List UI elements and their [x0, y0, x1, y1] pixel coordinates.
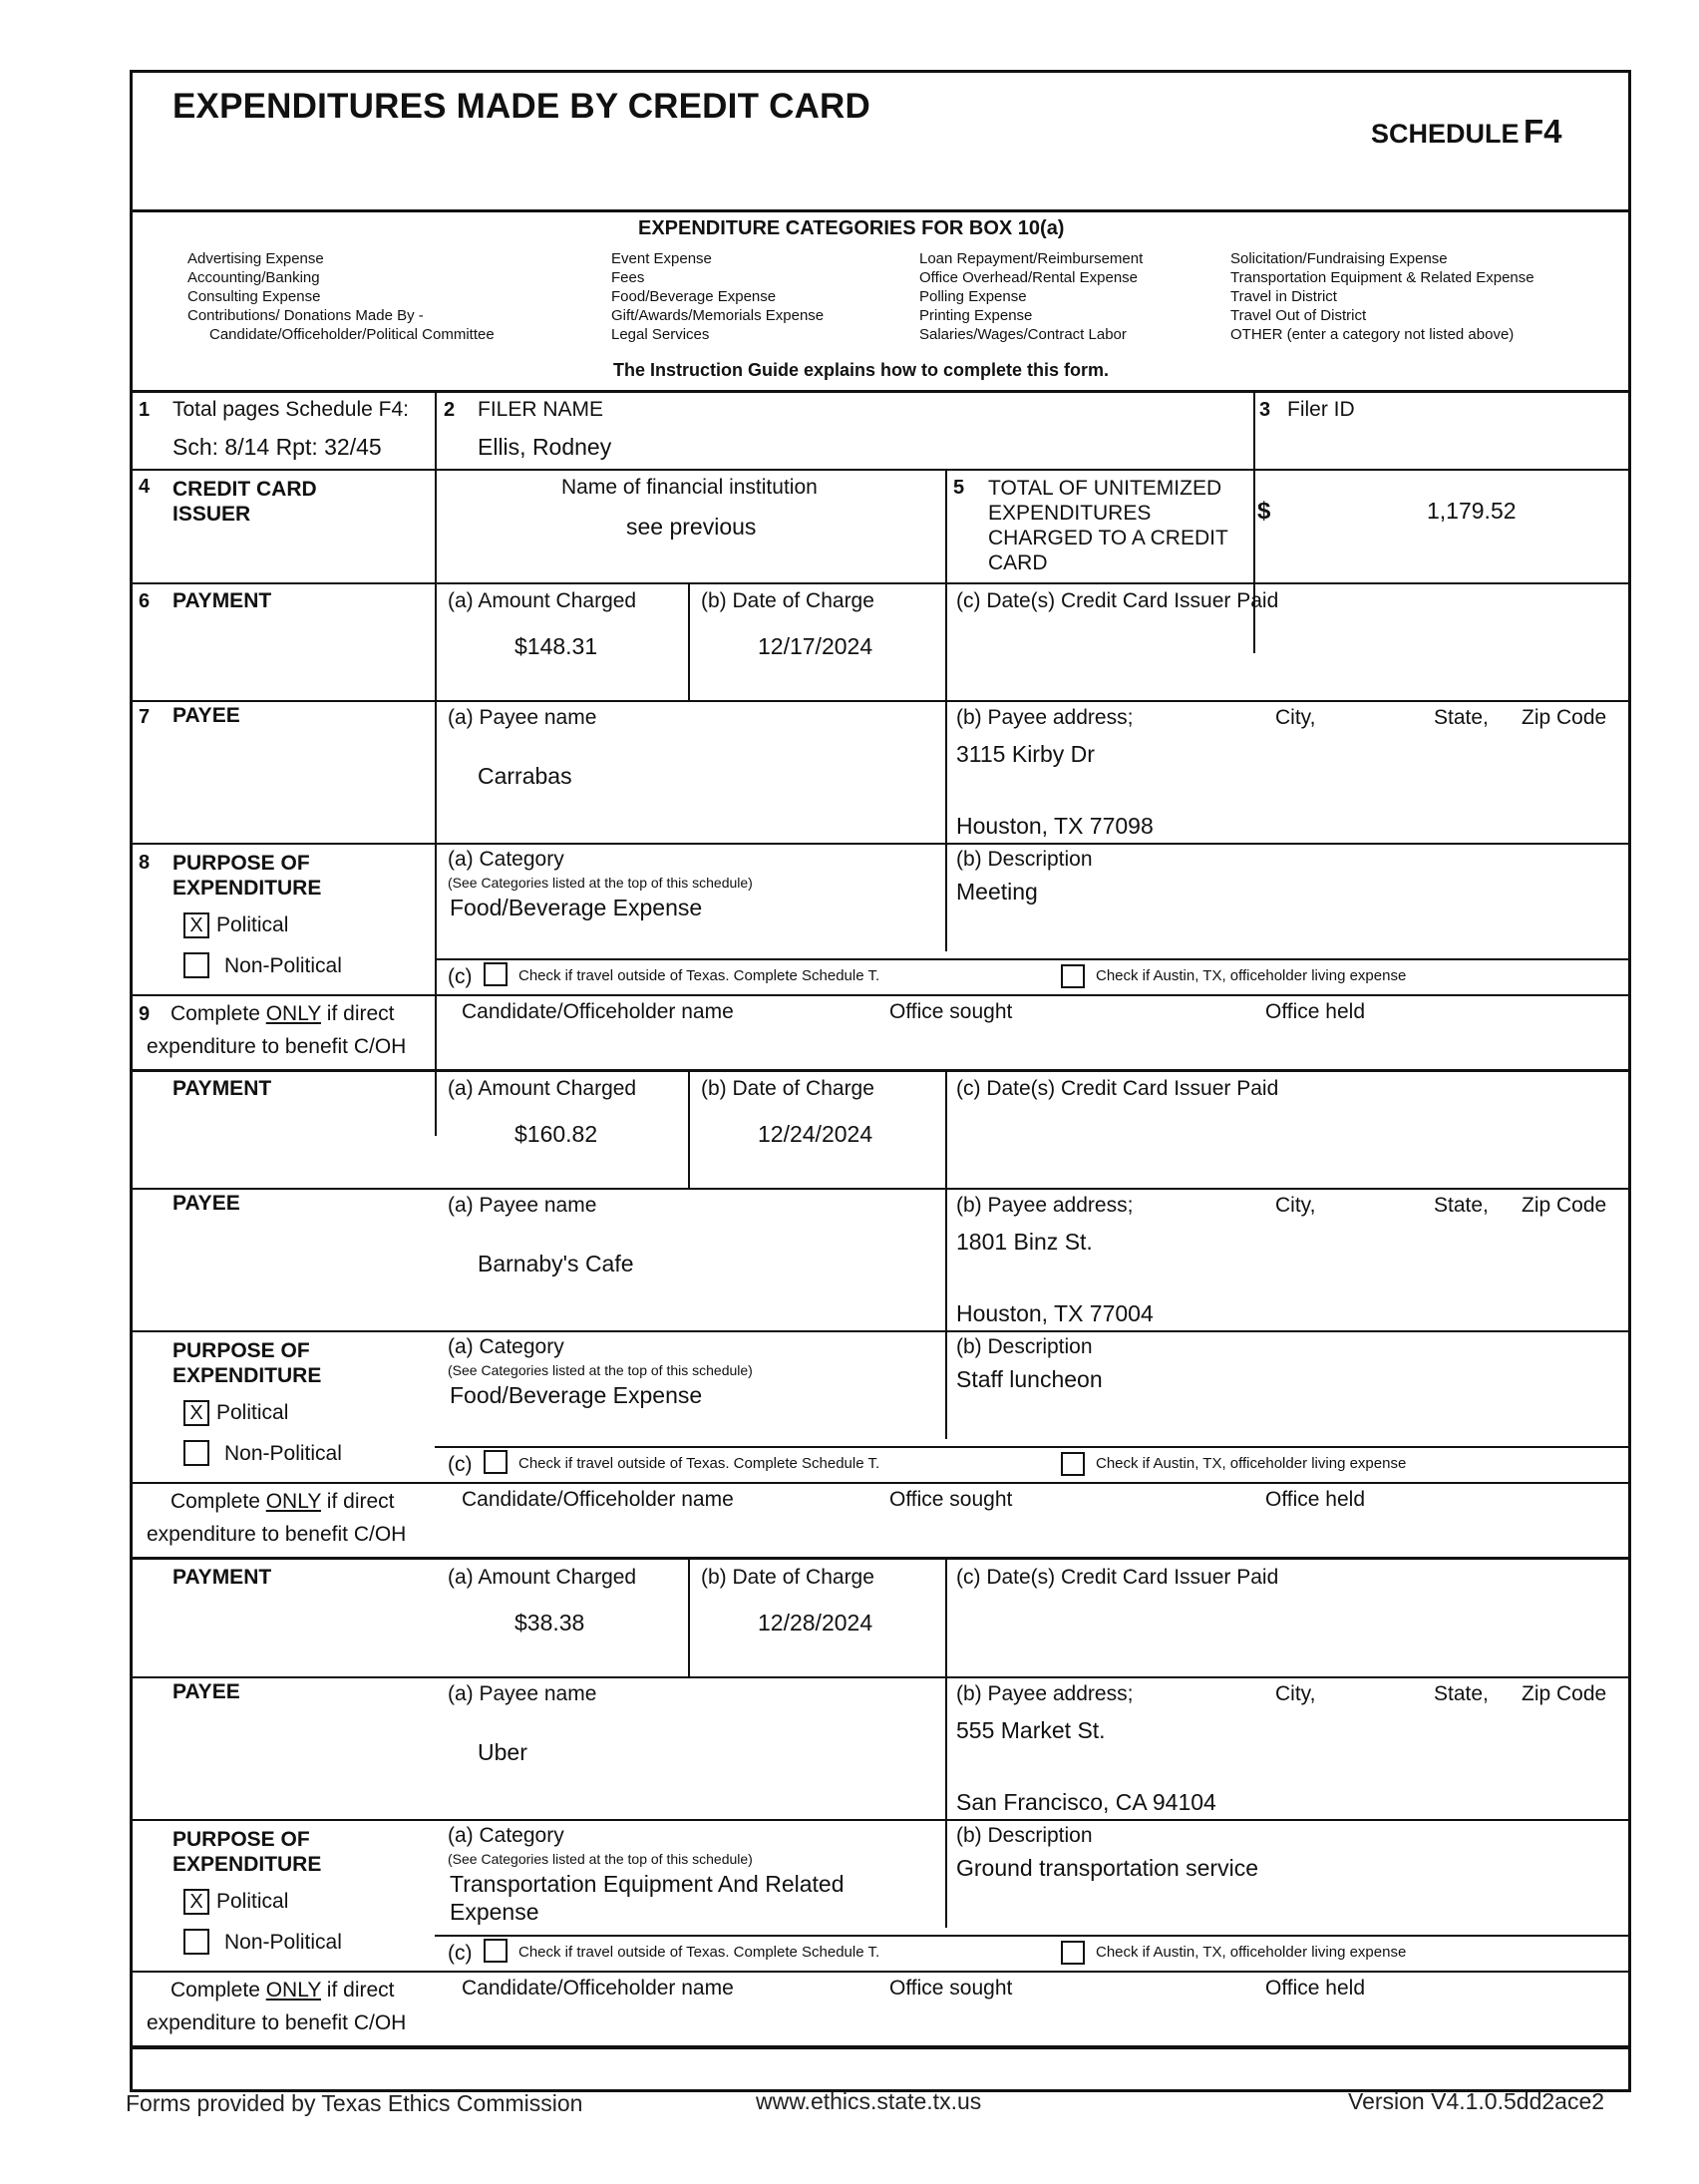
complete-text: Complete	[170, 1490, 266, 1513]
complete-only-note	[170, 1002, 395, 1026]
coh-name-label: Candidate/Officeholder name	[462, 1977, 734, 2000]
austin-check-label: Check if Austin, TX, officeholder living expense	[1096, 967, 1407, 984]
complete-only-note	[170, 1490, 395, 1514]
footer-version: Version V4.1.0.5dd2ace2	[1348, 2088, 1605, 2114]
divider	[133, 1188, 1628, 1190]
purpose-label-line2: EXPENDITURE	[172, 1364, 322, 1387]
payee-name-value[interactable]: Carrabas	[478, 763, 572, 789]
box5-label	[988, 476, 1228, 575]
political-checkbox[interactable]: X	[183, 1889, 209, 1915]
payee-address-label: (b) Payee address;	[956, 706, 1134, 729]
complete-only-note-line2: expenditure to benefit C/OH	[147, 2011, 407, 2034]
category-item: Polling Expense	[919, 288, 1027, 305]
complete-text-end: if direct	[320, 1002, 395, 1025]
date-of-charge-value[interactable]: 12/17/2024	[758, 633, 873, 659]
column-divider	[945, 1070, 947, 1439]
issuer-paid-label: (c) Date(s) Credit Card Issuer Paid	[956, 1566, 1279, 1589]
amount-charged-value[interactable]: $38.38	[514, 1610, 585, 1636]
description-label: (b) Description	[956, 1335, 1093, 1358]
complete-number: 9	[139, 1003, 151, 1025]
schedule-id: F4	[1523, 113, 1562, 150]
box1-label: Total pages Schedule F4:	[172, 398, 409, 421]
amount-charged-value[interactable]: $160.82	[514, 1121, 598, 1147]
footer-credit: Forms provided by Texas Ethics Commission	[126, 2090, 583, 2116]
box2-label: FILER NAME	[478, 398, 604, 421]
purpose-label-line2: EXPENDITURE	[172, 877, 322, 900]
payee-state-label: State,	[1434, 1194, 1489, 1217]
footer-url[interactable]: www.ethics.state.tx.us	[756, 2088, 982, 2114]
institution-label: Name of financial institution	[561, 476, 818, 499]
complete-only-note-line2: expenditure to benefit C/OH	[147, 1523, 407, 1546]
payee-label: PAYEE	[172, 1680, 240, 1703]
purpose-label-line2: EXPENDITURE	[172, 1853, 322, 1876]
payee-name-value[interactable]: Uber	[478, 1739, 527, 1765]
divider	[133, 994, 1628, 996]
complete-text-end: if direct	[320, 1490, 395, 1513]
category-note: (See Categories listed at the top of this schedule)	[448, 1851, 753, 1867]
payee-name-label: (a) Payee name	[448, 1194, 597, 1217]
categories-col-1	[187, 249, 495, 344]
non-political-label: Non-Political	[224, 1442, 342, 1465]
austin-checkbox[interactable]	[1061, 964, 1085, 988]
categories-col-2	[611, 249, 824, 344]
complete-text-end: if direct	[320, 1979, 395, 2002]
complete-only-note-line2: expenditure to benefit C/OH	[147, 1035, 407, 1058]
payee-city-label: City,	[1275, 1194, 1316, 1217]
austin-check-label: Check if Austin, TX, officeholder living expense	[1096, 1455, 1407, 1472]
box5-label-line: CARD	[988, 551, 1048, 574]
divider	[133, 2047, 1628, 2049]
payee-number: 7	[139, 706, 151, 728]
travel-check-label: Check if travel outside of Texas. Complete Schedule T.	[518, 967, 880, 984]
payee-label: PAYEE	[172, 1192, 240, 1215]
box2-number: 2	[444, 399, 456, 421]
coh-name-label: Candidate/Officeholder name	[462, 1000, 734, 1023]
payee-address-label: (b) Payee address;	[956, 1194, 1134, 1217]
box5-label-line: EXPENDITURES	[988, 502, 1152, 525]
date-of-charge-label: (b) Date of Charge	[701, 1077, 874, 1100]
column-divider	[688, 582, 690, 700]
office-sought-label: Office sought	[889, 1000, 1013, 1023]
office-sought-label: Office sought	[889, 1488, 1013, 1511]
box4-number: 4	[139, 476, 151, 498]
description-value[interactable]: Ground transportation service	[956, 1855, 1258, 1881]
non-political-label: Non-Political	[224, 1931, 342, 1954]
category-item: Gift/Awards/Memorials Expense	[611, 307, 825, 324]
instruction-note: The Instruction Guide explains how to complete this form.	[613, 360, 1110, 380]
payee-city-label: City,	[1275, 706, 1316, 729]
divider	[133, 700, 1628, 702]
travel-check-label: Check if travel outside of Texas. Complete Schedule T.	[518, 1455, 880, 1472]
divider	[435, 958, 1628, 960]
box5-label-line: CHARGED TO A CREDIT	[988, 527, 1228, 549]
schedule-f4-form	[130, 70, 1631, 2092]
column-divider	[688, 1559, 690, 1676]
category-item: OTHER (enter a category not listed above)	[1230, 326, 1515, 343]
travel-checkbox[interactable]	[484, 1939, 508, 1963]
payee-city-value[interactable]: Houston, TX 77004	[956, 1300, 1154, 1326]
divider	[435, 1446, 1628, 1448]
date-of-charge-label: (b) Date of Charge	[701, 1566, 874, 1589]
divider	[133, 209, 1628, 212]
payee-street-value[interactable]: 555 Market St.	[956, 1717, 1106, 1743]
category-label: (a) Category	[448, 848, 564, 871]
payment-label: PAYMENT	[172, 1566, 272, 1589]
category-note: (See Categories listed at the top of this schedule)	[448, 875, 753, 891]
travel-check-label: Check if travel outside of Texas. Complete Schedule T.	[518, 1944, 880, 1961]
payee-street-value[interactable]: 3115 Kirby Dr	[956, 741, 1095, 767]
non-political-checkbox[interactable]	[183, 1440, 209, 1466]
political-checkbox[interactable]: X	[183, 1400, 209, 1426]
category-item: Loan Repayment/Reimbursement	[919, 250, 1144, 267]
divider	[133, 1330, 1628, 1332]
political-label: Political	[216, 1890, 289, 1913]
box3-label: Filer ID	[1287, 398, 1355, 421]
office-held-label: Office held	[1265, 1488, 1366, 1511]
expenditure-entry	[133, 1559, 1628, 2047]
austin-checkbox[interactable]	[1061, 1452, 1085, 1476]
schedule-label	[1371, 113, 1561, 151]
date-of-charge-value[interactable]: 12/24/2024	[758, 1121, 873, 1147]
filer-name-value[interactable]: Ellis, Rodney	[478, 434, 612, 460]
payee-zip-label: Zip Code	[1522, 706, 1607, 729]
expenditure-entry	[133, 582, 1628, 1071]
payee-name-label: (a) Payee name	[448, 1682, 597, 1705]
divider	[133, 390, 1628, 393]
category-item: Travel Out of District	[1230, 307, 1367, 324]
category-item: Transportation Equipment & Related Expense	[1230, 269, 1534, 286]
category-item: Candidate/Officeholder/Political Committee	[209, 326, 495, 343]
category-item: Office Overhead/Rental Expense	[919, 269, 1139, 286]
non-political-checkbox[interactable]	[183, 1929, 209, 1955]
payee-name-value[interactable]: Barnaby's Cafe	[478, 1251, 634, 1276]
austin-check-label: Check if Austin, TX, officeholder living expense	[1096, 1944, 1407, 1961]
amount-charged-label: (a) Amount Charged	[448, 1077, 637, 1100]
complete-text: Complete	[170, 1002, 266, 1025]
category-item: Solicitation/Fundraising Expense	[1230, 250, 1448, 267]
box5-label-line: TOTAL OF UNITEMIZED	[988, 477, 1222, 500]
box1-number: 1	[139, 399, 151, 421]
payment-label: PAYMENT	[172, 589, 272, 612]
divider	[435, 1935, 1628, 1937]
categories-col-4	[1230, 249, 1534, 344]
column-divider	[945, 582, 947, 951]
amount-charged-value[interactable]: $148.31	[514, 633, 598, 659]
payee-city-label: City,	[1275, 1682, 1316, 1705]
box1-pages-value[interactable]: Sch: 8/14 Rpt: 32/45	[172, 434, 382, 460]
payee-street-value[interactable]: 1801 Binz St.	[956, 1229, 1093, 1255]
office-sought-label: Office sought	[889, 1977, 1013, 2000]
description-value[interactable]: Meeting	[956, 879, 1038, 905]
divider	[133, 843, 1628, 845]
category-item: Salaries/Wages/Contract Labor	[919, 326, 1127, 343]
divider	[133, 1819, 1628, 1821]
travel-checkbox[interactable]	[484, 1450, 508, 1474]
payee-zip-label: Zip Code	[1522, 1194, 1607, 1217]
category-value[interactable]: Transportation Equipment And Related	[450, 1871, 845, 1897]
divider	[133, 1676, 1628, 1678]
category-value[interactable]: Food/Beverage Expense	[450, 895, 703, 920]
form-title: EXPENDITURES MADE BY CREDIT CARD	[172, 87, 870, 126]
political-label: Political	[216, 1401, 289, 1424]
payee-state-label: State,	[1434, 1682, 1489, 1705]
divider	[133, 1482, 1628, 1484]
category-value[interactable]: Food/Beverage Expense	[450, 1382, 703, 1408]
complete-text: Complete	[170, 1979, 266, 2002]
expenditure-entry	[133, 1070, 1628, 1559]
complete-only-emphasis: ONLY	[265, 1002, 321, 1025]
amount-charged-label: (a) Amount Charged	[448, 1566, 637, 1589]
description-value[interactable]: Staff luncheon	[956, 1366, 1103, 1392]
non-political-label: Non-Political	[224, 954, 342, 977]
date-of-charge-label: (b) Date of Charge	[701, 589, 874, 612]
complete-only-emphasis: ONLY	[265, 1979, 321, 2002]
payment-label: PAYMENT	[172, 1077, 272, 1100]
schedule-word: SCHEDULE	[1371, 119, 1520, 149]
column-divider	[945, 1559, 947, 1928]
category-item: Printing Expense	[919, 307, 1033, 324]
c-prefix: (c)	[448, 965, 473, 988]
category-item: Consulting Expense	[187, 288, 321, 305]
unitemized-total-value[interactable]: 1,179.52	[1427, 498, 1517, 524]
political-label: Political	[216, 913, 289, 936]
payment-number: 6	[139, 590, 151, 612]
issuer-paid-label: (c) Date(s) Credit Card Issuer Paid	[956, 1077, 1279, 1100]
category-value-line2[interactable]: Expense	[450, 1899, 539, 1925]
column-divider	[688, 1070, 690, 1188]
political-checkbox[interactable]: X	[183, 912, 209, 938]
box5-number: 5	[953, 477, 965, 499]
categories-heading: EXPENDITURE CATEGORIES FOR BOX 10(a)	[638, 217, 1065, 239]
coh-name-label: Candidate/Officeholder name	[462, 1488, 734, 1511]
complete-only-emphasis: ONLY	[265, 1490, 321, 1513]
date-of-charge-value[interactable]: 12/28/2024	[758, 1610, 873, 1636]
office-held-label: Office held	[1265, 1977, 1366, 2000]
payee-state-label: State,	[1434, 706, 1489, 729]
category-item: Fees	[611, 269, 645, 286]
categories-col-3	[919, 249, 1143, 344]
category-item: Food/Beverage Expense	[611, 288, 777, 305]
c-prefix: (c)	[448, 1453, 473, 1476]
travel-checkbox[interactable]	[484, 962, 508, 986]
payee-city-value[interactable]: San Francisco, CA 94104	[956, 1789, 1216, 1815]
category-item: Accounting/Banking	[187, 269, 320, 286]
purpose-label: PURPOSE OF	[172, 1339, 310, 1362]
payee-city-value[interactable]: Houston, TX 77098	[956, 813, 1154, 839]
payee-name-label: (a) Payee name	[448, 706, 597, 729]
c-prefix: (c)	[448, 1942, 473, 1965]
non-political-checkbox[interactable]	[183, 952, 209, 978]
purpose-label: PURPOSE OF	[172, 852, 310, 875]
payee-zip-label: Zip Code	[1522, 1682, 1607, 1705]
austin-checkbox[interactable]	[1061, 1941, 1085, 1965]
description-label: (b) Description	[956, 1824, 1093, 1847]
institution-value[interactable]: see previous	[626, 514, 757, 540]
purpose-label: PURPOSE OF	[172, 1828, 310, 1851]
box4-label: CREDIT CARD	[172, 478, 317, 501]
category-item: Legal Services	[611, 326, 710, 343]
complete-only-note	[170, 1979, 395, 2002]
payee-label: PAYEE	[172, 704, 240, 727]
category-label: (a) Category	[448, 1335, 564, 1358]
description-label: (b) Description	[956, 848, 1093, 871]
box3-number: 3	[1259, 399, 1271, 421]
box4-label-line2: ISSUER	[172, 503, 251, 526]
category-note: (See Categories listed at the top of this schedule)	[448, 1362, 753, 1378]
divider	[133, 1971, 1628, 1973]
divider	[133, 469, 1628, 471]
payee-address-label: (b) Payee address;	[956, 1682, 1134, 1705]
amount-charged-label: (a) Amount Charged	[448, 589, 637, 612]
category-item: Event Expense	[611, 250, 712, 267]
office-held-label: Office held	[1265, 1000, 1366, 1023]
category-label: (a) Category	[448, 1824, 564, 1847]
category-item: Contributions/ Donations Made By -	[187, 307, 424, 324]
purpose-number: 8	[139, 852, 151, 874]
issuer-paid-label: (c) Date(s) Credit Card Issuer Paid	[956, 589, 1279, 612]
box5-dollar-sign: $	[1257, 498, 1271, 525]
category-item: Travel in District	[1230, 288, 1337, 305]
category-item: Advertising Expense	[187, 250, 324, 267]
